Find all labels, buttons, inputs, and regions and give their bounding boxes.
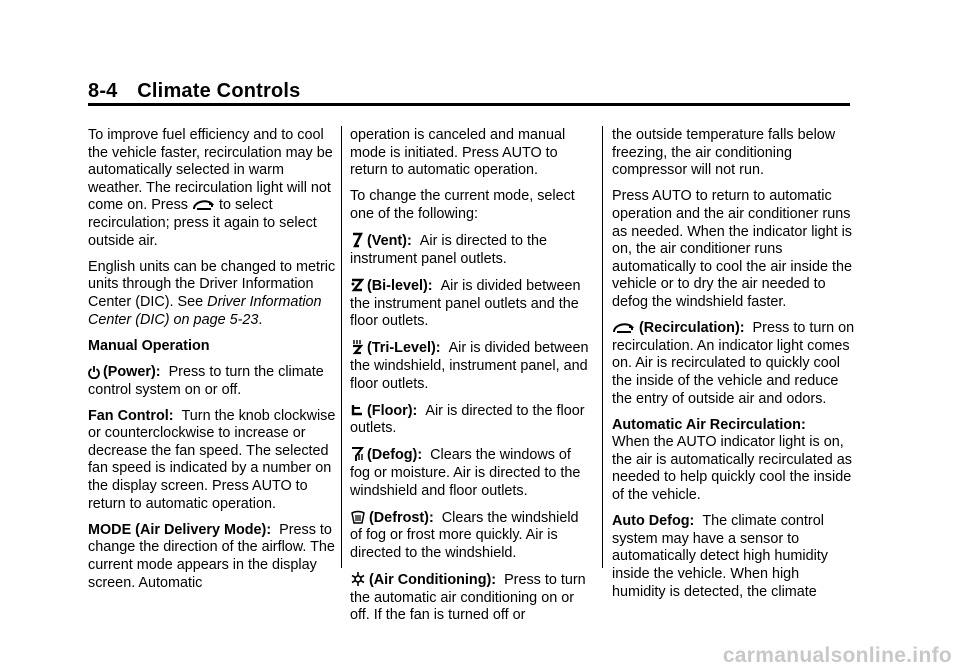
air-conditioning-icon bbox=[350, 571, 366, 587]
paragraph-outside-temperature: the outside temperature falls below freezing, the air conditioning compressor will not run. bbox=[612, 127, 836, 179]
defrost-entry: (Defrost): Clears the windshield of fog or frost more quickly. Air is directed to the windshield. bbox=[350, 509, 579, 562]
section-title: Climate Controls bbox=[137, 80, 301, 102]
paragraph-units: English units can be changed to metric units through the Driver Information Center (DIC). See Driver Information Center (DIC) on page 5-23. bbox=[88, 258, 336, 328]
auto-defog-entry: Auto Defog: The climate control system may have a sensor to automatically detect high humidity inside the vehicle. When high humidity is detected, the climate bbox=[612, 513, 828, 600]
recirculation-icon bbox=[612, 321, 636, 335]
recirculation-icon bbox=[192, 198, 216, 212]
paragraph-operation-canceled: operation is canceled and manual mode is initiated. Press AUTO to return to automatic operation. bbox=[350, 127, 566, 179]
floor-mode-icon bbox=[350, 402, 364, 418]
floor-entry: (Floor): Air is directed to the floor outlets. bbox=[350, 402, 585, 437]
dic-reference-link[interactable]: Driver Information Center (DIC) on page 5-23 bbox=[88, 293, 322, 328]
trilevel-mode-icon bbox=[350, 339, 364, 355]
mode-entry: MODE (Air Delivery Mode): Press to change the direction of the airflow. The current mode appears in the display screen. Automatic bbox=[88, 521, 335, 591]
manual-operation-heading: Manual Operation bbox=[88, 337, 210, 354]
page-header bbox=[88, 80, 301, 103]
trilevel-entry: (Tri-Level): Air is divided between the windshield, instrument panel, and floor outlets. bbox=[350, 340, 589, 392]
power-icon bbox=[88, 365, 100, 379]
vent-mode-icon bbox=[350, 232, 364, 248]
air-conditioning-entry: (Air Conditioning): Press to turn the automatic air conditioning on or off. If the fan is turned off or bbox=[350, 572, 586, 624]
recirculation-entry: (Recirculation): Press to turn on recirculation. An indicator light comes on. Air is recirculated to quickly cool the inside of the vehicle and reduce the entry of outside air and odors. bbox=[612, 320, 855, 407]
watermark: carmanualsonline.info bbox=[722, 644, 952, 667]
column-divider-2 bbox=[602, 126, 603, 568]
page-number: 8-4 bbox=[88, 80, 118, 102]
fan-control-entry: Fan Control: Turn the knob clockwise or counterclockwise to increase or decrease the fan speed. The selected fan speed is indicated by a number on the display screen. Press AUTO to return to automatic operation. bbox=[88, 407, 336, 512]
paragraph-recirculation-intro: To improve fuel efficiency and to cool the vehicle faster, recirculation may be automatically selected in warm weather. The recirculation light will not come on. Press to select recirculation; press it again to select outside air. bbox=[88, 127, 333, 249]
column-3 bbox=[612, 127, 856, 610]
column-divider-1 bbox=[341, 126, 342, 568]
defrost-icon bbox=[350, 509, 366, 525]
paragraph-auto-operation: Press AUTO to return to automatic operation and the air conditioner runs as needed. When the indicator light is on, the air conditioner runs automatically to cool the air inside the vehicle or to dry the air needed to defog the windshield faster. bbox=[612, 188, 852, 310]
bilevel-mode-icon bbox=[350, 277, 364, 293]
power-entry: (Power): Press to turn the climate control system on or off. bbox=[88, 363, 324, 398]
vent-entry: (Vent): Air is directed to the instrument panel outlets. bbox=[350, 233, 547, 267]
defog-entry: (Defog): Clears the windows of fog or moisture. Air is directed to the windshield and floor outlets. bbox=[350, 447, 581, 499]
automatic-air-recirculation-entry: Automatic Air Recirculation: When the AUTO indicator light is on, the air is automatically recirculated as needed to help quickly cool the inside of the vehicle. bbox=[612, 416, 852, 504]
column-1 bbox=[88, 127, 338, 601]
paragraph-change-mode: To change the current mode, select one of the following: bbox=[350, 188, 575, 222]
defog-mode-icon bbox=[350, 446, 364, 462]
header-rule bbox=[88, 103, 850, 106]
column-2 bbox=[350, 127, 590, 634]
bilevel-entry: (Bi-level): Air is divided between the instrument panel outlets and the floor outlets. bbox=[350, 277, 581, 330]
